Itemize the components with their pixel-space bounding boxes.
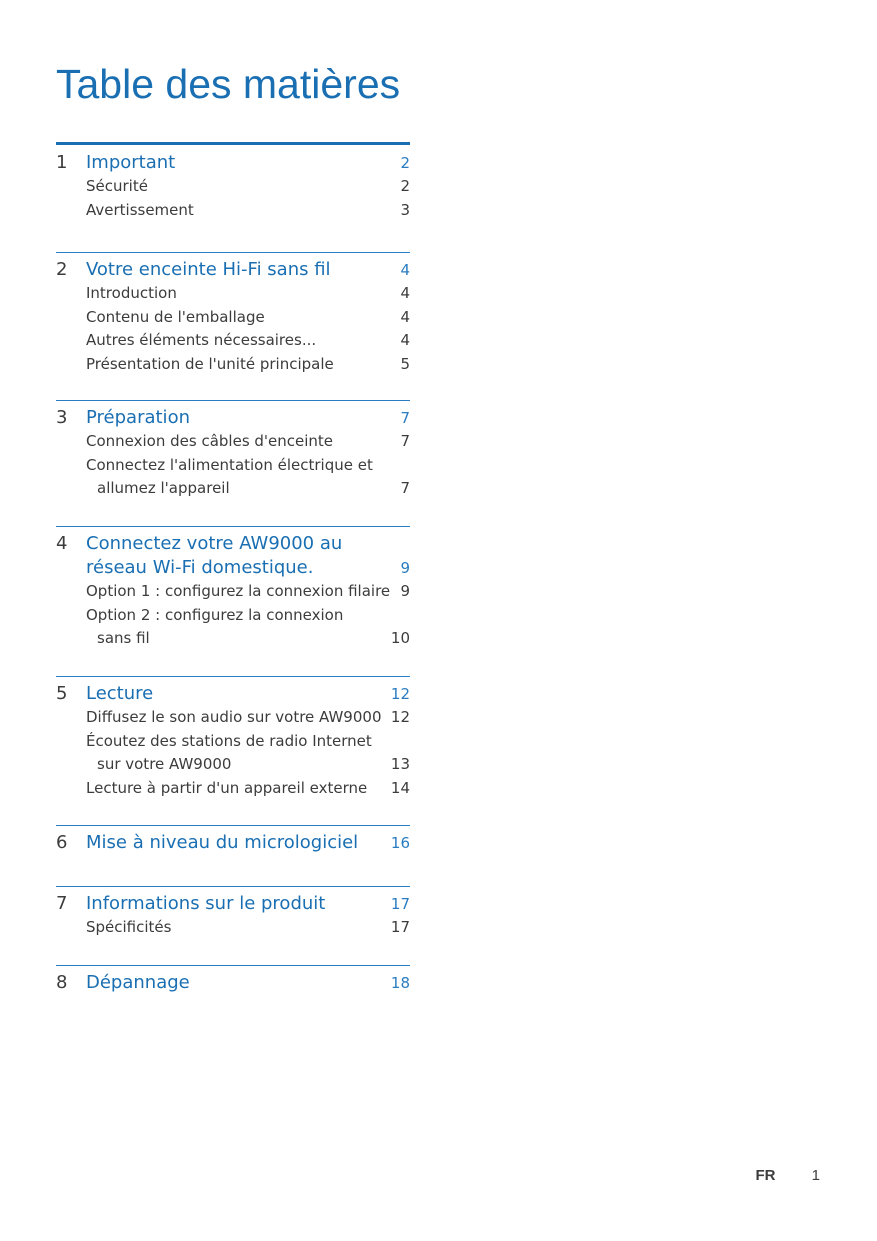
entry-page-number: 5 — [400, 354, 410, 373]
section-title: Connectez votre AW9000 au réseau Wi-Fi domestique. — [86, 533, 343, 578]
page-footer — [755, 1166, 820, 1186]
toc-section-heading[interactable] — [56, 971, 410, 995]
section-page-number: 12 — [390, 685, 410, 703]
section-number: 5 — [56, 683, 68, 704]
toc-entry[interactable] — [86, 175, 410, 199]
toc-entry[interactable] — [86, 730, 410, 777]
section-number: 7 — [56, 893, 68, 914]
entry-title-continuation: allumez l'appareil — [97, 479, 230, 497]
section-number: 8 — [56, 972, 68, 993]
entry-page-number: 17 — [390, 918, 410, 936]
entry-page-number: 4 — [400, 284, 410, 302]
toc-section-8 — [56, 965, 410, 1011]
toc-section-heading[interactable] — [56, 682, 410, 706]
entry-page-number: 10 — [390, 629, 410, 647]
entry-title: Introduction — [86, 284, 177, 302]
section-page-number: 2 — [400, 154, 410, 172]
entry-title: Spécificités — [86, 918, 172, 936]
toc-section-6 — [56, 825, 410, 886]
section-page-number: 4 — [400, 261, 410, 279]
section-number: 4 — [56, 533, 68, 554]
entry-title: Contenu de l'emballage — [86, 307, 265, 326]
section-page-number: 9 — [400, 559, 410, 577]
page-number: 1 — [811, 1167, 820, 1184]
toc-section-2 — [56, 252, 410, 400]
entry-title: Sécurité — [86, 177, 148, 195]
entry-page-number: 3 — [400, 200, 410, 219]
language-code: FR — [755, 1167, 776, 1184]
toc-section-4 — [56, 526, 410, 676]
toc-entry[interactable] — [86, 454, 410, 501]
entry-title: Présentation de l'unité principale — [86, 354, 334, 373]
section-title: Votre enceinte Hi-Fi sans fil — [86, 259, 331, 280]
entry-title — [86, 454, 396, 501]
section-title: Informations sur le produit — [86, 893, 326, 914]
entry-title: Lecture à partir d'un appareil externe — [86, 778, 368, 797]
section-number: 6 — [56, 832, 68, 853]
entry-title: Diffusez le son audio sur votre AW9000 — [86, 708, 382, 726]
section-page-number: 17 — [390, 895, 410, 913]
table-of-contents — [56, 142, 410, 1011]
entry-page-number: 2 — [400, 177, 410, 195]
toc-section-3 — [56, 400, 410, 526]
toc-entry[interactable] — [86, 306, 410, 330]
toc-entry[interactable] — [86, 282, 410, 306]
toc-section-heading[interactable] — [56, 831, 410, 855]
toc-entry[interactable] — [86, 353, 410, 377]
toc-entry[interactable] — [86, 430, 410, 454]
entry-title — [86, 730, 387, 777]
entry-title: Option 1 : configurez la connexion filaire — [86, 582, 391, 600]
toc-section-1 — [56, 142, 410, 252]
toc-section-heading[interactable] — [56, 151, 410, 175]
toc-entry[interactable] — [86, 604, 410, 651]
entry-title — [86, 604, 387, 651]
toc-entry[interactable] — [86, 916, 410, 940]
toc-section-heading[interactable] — [56, 892, 410, 916]
entry-page-number: 14 — [390, 778, 410, 797]
toc-entry[interactable] — [86, 199, 410, 223]
section-title: Préparation — [86, 407, 190, 428]
page-title: Table des matières — [56, 61, 401, 107]
toc-section-5 — [56, 676, 410, 825]
section-number: 3 — [56, 407, 68, 428]
entry-title-continuation: sans fil — [97, 629, 150, 647]
entry-title-line: Connectez l'alimentation électrique et — [86, 455, 373, 474]
toc-entry[interactable] — [86, 580, 410, 604]
section-number: 2 — [56, 259, 68, 280]
toc-entry[interactable] — [86, 777, 410, 801]
section-number: 1 — [56, 152, 68, 173]
entry-page-number: 4 — [400, 331, 410, 349]
toc-section-7 — [56, 886, 410, 965]
entry-page-number: 4 — [400, 307, 410, 326]
entry-page-number: 9 — [400, 582, 410, 600]
toc-section-heading[interactable] — [56, 406, 410, 430]
section-page-number: 7 — [400, 409, 410, 427]
toc-section-heading[interactable] — [56, 532, 410, 580]
section-title: Mise à niveau du micrologiciel — [86, 832, 359, 853]
entry-page-number: 12 — [390, 708, 410, 726]
section-title: Dépannage — [86, 972, 190, 993]
section-title: Important — [86, 152, 176, 173]
entry-title: Connexion des câbles d'enceinte — [86, 432, 334, 450]
entry-title-continuation: sur votre AW9000 — [97, 755, 232, 773]
section-title: Lecture — [86, 683, 154, 704]
entry-page-number: 13 — [390, 755, 410, 773]
entry-title: Avertissement — [86, 200, 194, 219]
toc-entry[interactable] — [86, 706, 410, 730]
entry-title-line: Écoutez des stations de radio Internet — [86, 731, 372, 750]
entry-page-number: 7 — [400, 479, 410, 497]
toc-entry[interactable] — [86, 329, 410, 353]
toc-section-heading[interactable] — [56, 258, 410, 282]
entry-page-number: 7 — [400, 432, 410, 450]
section-page-number: 16 — [390, 834, 410, 852]
section-page-number: 18 — [390, 974, 410, 992]
entry-title-line: Option 2 : configurez la connexion — [86, 605, 344, 624]
entry-title: Autres éléments nécessaires... — [86, 331, 317, 349]
